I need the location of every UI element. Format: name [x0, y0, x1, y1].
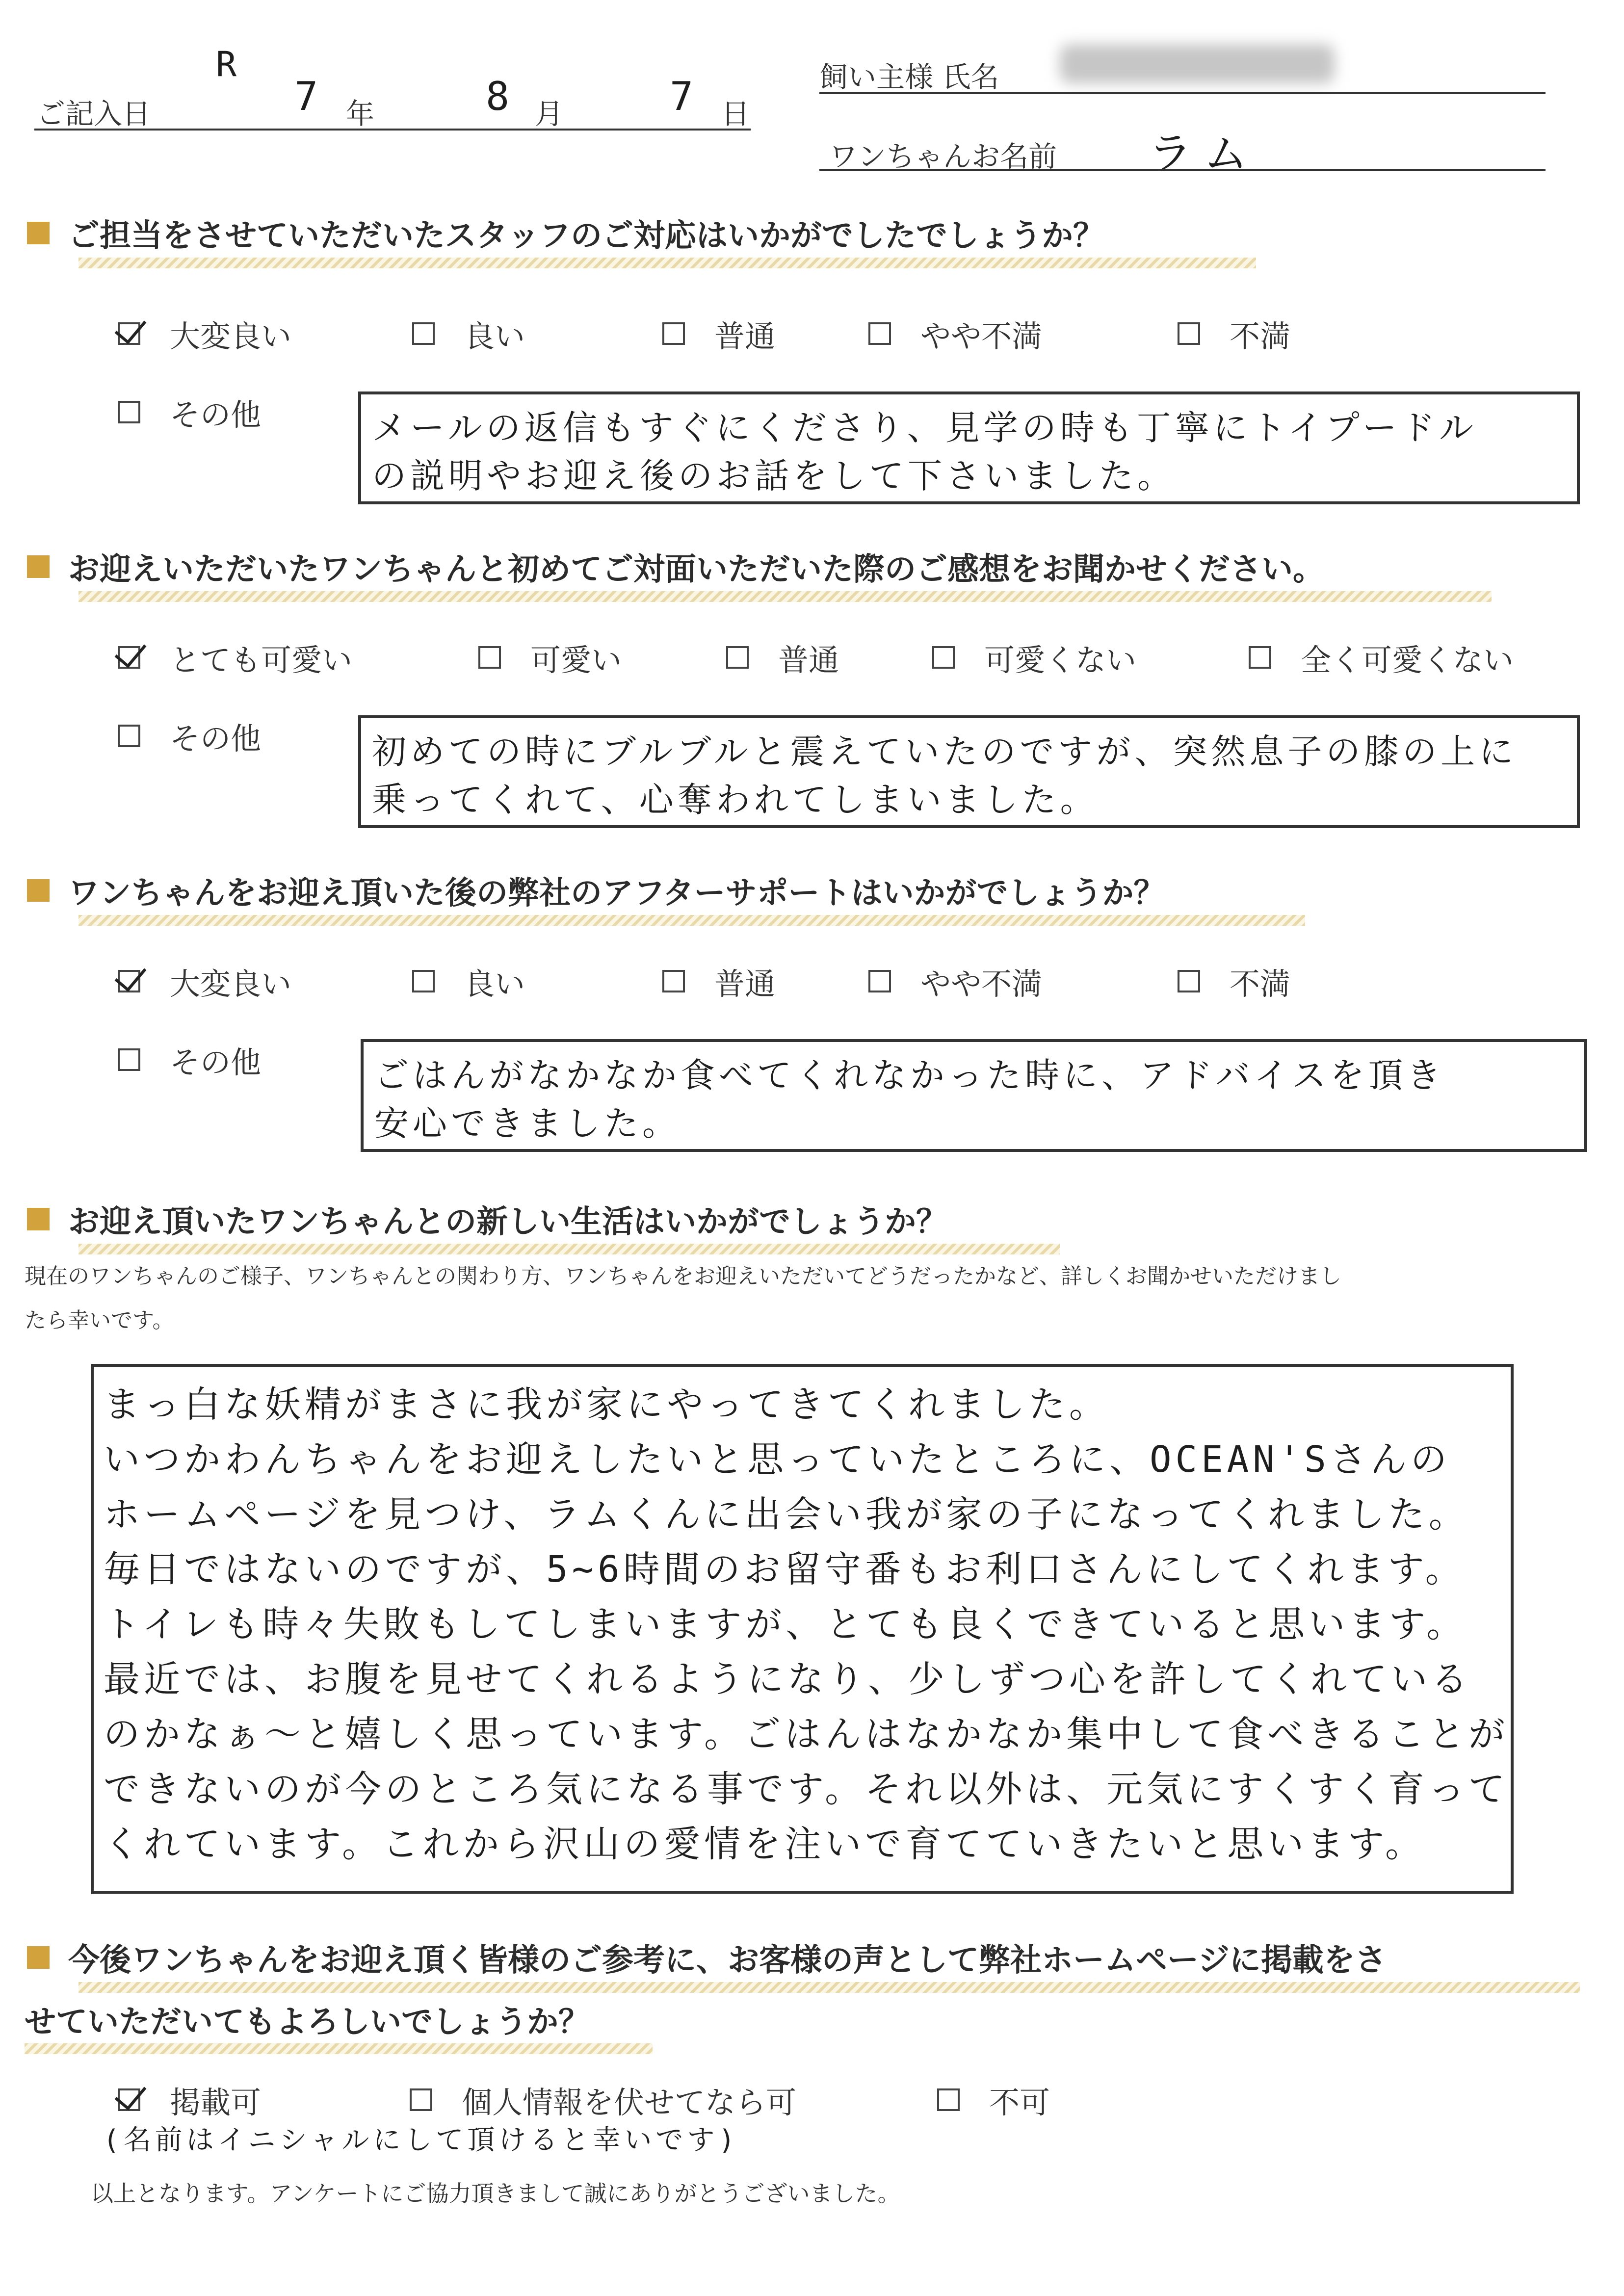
q2-option-label: 普通	[778, 642, 839, 678]
q3-heading-stripe	[79, 915, 1305, 926]
date-month: 8	[486, 74, 514, 119]
q1-option-label: 不満	[1230, 318, 1291, 354]
q1-option-label: やや不満	[920, 318, 1043, 354]
q4-description-line: たら幸いです。	[25, 1308, 174, 1333]
q3-checkbox-very-good[interactable]	[118, 970, 140, 992]
q2-comment-box[interactable]	[358, 715, 1580, 828]
q4-answer-line: くれています。これから沢山の愛情を注いで育てていきたいと思います。	[104, 1823, 1426, 1865]
date-label: ご記入日	[37, 97, 151, 130]
owner-name-underline	[819, 92, 1545, 94]
q5-option-publish[interactable]	[118, 2080, 261, 2119]
q1-title: ご担当をさせていただいたスタッフのご対応はいかがでしたでしょうか？	[68, 218, 1104, 254]
date-day-unit: 日	[721, 97, 750, 130]
q5-title-line2: せていただいてもよろしいでしょうか？	[25, 2004, 590, 2040]
q1-option-label: 良い	[464, 318, 525, 354]
q2-option-label: 全く可愛くない	[1301, 642, 1514, 678]
q1-checkbox-other[interactable]	[118, 401, 140, 423]
q2-option-normal[interactable]	[726, 638, 839, 677]
q1-checkbox-very-good[interactable]	[118, 322, 140, 345]
date-underline	[34, 129, 751, 130]
q1-heading	[27, 211, 1104, 255]
q1-option-normal[interactable]	[662, 314, 775, 353]
q1-heading-stripe	[79, 258, 1256, 268]
q3-option-label: 普通	[714, 965, 776, 1002]
q1-option-other[interactable]	[118, 392, 261, 432]
q1-option-label: 普通	[714, 318, 776, 354]
q2-other-label: その他	[170, 720, 262, 757]
q1-option-dissatisfied[interactable]	[1178, 314, 1290, 353]
q2-checkbox-normal[interactable]	[726, 646, 749, 669]
q3-other-label: その他	[170, 1044, 262, 1080]
q1-option-slightly-dissatisfied[interactable]	[868, 314, 1042, 353]
q3-checkbox-good[interactable]	[412, 970, 435, 992]
q5-heading	[27, 1935, 1387, 1980]
q1-option-good[interactable]	[412, 314, 525, 353]
q4-heading	[27, 1197, 947, 1241]
q3-option-other[interactable]	[118, 1040, 261, 1079]
q2-checkbox-other[interactable]	[118, 725, 140, 747]
dog-name-label: ワンちゃんお名前	[829, 140, 1057, 173]
q3-option-label: 不満	[1230, 965, 1291, 1002]
dog-name-value: ラム	[1148, 128, 1260, 180]
q3-checkbox-normal[interactable]	[662, 970, 685, 992]
q2-title: お迎えいただいたワンちゃんと初めてご対面いただいた際のご感想をお聞かせください。	[68, 551, 1324, 588]
q2-option-very-cute[interactable]	[118, 638, 352, 677]
q3-option-dissatisfied[interactable]	[1178, 962, 1290, 1001]
q4-title: お迎え頂いたワンちゃんとの新しい生活はいかがでしょうか？	[68, 1204, 947, 1240]
q1-checkbox-good[interactable]	[412, 322, 435, 345]
q5-option-label: 個人情報を伏せてなら可	[462, 2084, 797, 2120]
q3-option-label: 大変良い	[170, 965, 292, 1002]
q4-answer-line: 最近では、お腹を見せてくれるようになり、少しずつ心を許してくれている	[104, 1658, 1471, 1700]
q5-heading-stripe-2	[25, 2043, 653, 2054]
q1-option-very-good[interactable]	[118, 314, 291, 353]
q4-answer-box[interactable]	[91, 1364, 1514, 1894]
q3-comment-box[interactable]	[361, 1039, 1587, 1152]
q2-option-label: 可愛い	[530, 642, 622, 678]
q5-note: (名前はイニシャルにして頂けると幸いです)	[103, 2124, 739, 2156]
q2-option-not-cute-at-all[interactable]	[1249, 638, 1514, 677]
q2-heading	[27, 545, 1324, 589]
q2-comment-line: 乗ってくれて、心奪われてしまいました。	[372, 780, 1099, 820]
q3-option-very-good[interactable]	[118, 962, 291, 1001]
q3-checkbox-other[interactable]	[118, 1048, 140, 1071]
q3-checkbox-dissatisfied[interactable]	[1178, 970, 1200, 992]
q1-comment-box[interactable]	[358, 391, 1580, 504]
owner-name-redacted	[1060, 44, 1335, 83]
q2-option-label: 可愛くない	[984, 642, 1137, 678]
q2-option-other[interactable]	[118, 716, 261, 756]
q2-checkbox-cute[interactable]	[478, 646, 501, 669]
q5-option-publish-anonymous[interactable]	[410, 2080, 796, 2119]
date-day: 7	[670, 74, 698, 119]
q5-heading-square	[27, 1946, 50, 1969]
q5-title-line1: 今後ワンちゃんをお迎え頂く皆様のご参考に、お客様の声として弊社ホームページに掲載をさ	[68, 1942, 1387, 1979]
q4-answer-line: まっ白な妖精がまさに我が家にやってきてくれました。	[104, 1383, 1109, 1426]
q5-heading-stripe-1	[79, 1982, 1580, 1993]
era-mark: R	[216, 44, 241, 84]
q1-checkbox-normal[interactable]	[662, 322, 685, 345]
q3-comment-line: 安心できました。	[374, 1103, 681, 1144]
q1-other-label: その他	[170, 396, 262, 433]
q3-option-good[interactable]	[412, 962, 525, 1001]
q5-checkbox-publish[interactable]	[118, 2088, 140, 2111]
q2-comment-line: 初めての時にブルブルと震えていたのですが、突然息子の膝の上に	[372, 731, 1518, 772]
q4-answer-line: トイレも時々失敗もしてしまいますが、とても良くできていると思います。	[104, 1603, 1467, 1645]
q2-checkbox-very-cute[interactable]	[118, 646, 140, 669]
date-year-unit: 年	[346, 97, 375, 130]
q1-comment-line: メールの返信もすぐにくださり、見学の時も丁寧にトイプードル	[372, 408, 1477, 448]
q5-checkbox-publish-anonymous[interactable]	[410, 2088, 432, 2111]
q2-checkbox-not-cute[interactable]	[932, 646, 955, 669]
q5-option-decline[interactable]	[937, 2080, 1050, 2119]
owner-name-label: 飼い主様 氏名	[819, 60, 999, 94]
date-year: 7	[294, 74, 322, 119]
q4-answer-line: できないのが今のところ気になる事です。それ以外は、元気にすくすく育って	[104, 1768, 1509, 1810]
q3-option-label: 良い	[464, 965, 525, 1002]
date-month-unit: 月	[535, 97, 564, 130]
q1-checkbox-dissatisfied[interactable]	[1178, 322, 1200, 345]
footer-thanks: 以上となります。アンケートにご協力頂きまして誠にありがとうございました。	[91, 2180, 900, 2207]
q2-option-cute[interactable]	[478, 638, 622, 677]
q2-heading-stripe	[79, 591, 1492, 602]
q1-checkbox-slightly-dissatisfied[interactable]	[868, 322, 891, 345]
q5-option-label: 掲載可	[170, 2084, 262, 2120]
q1-comment-line: の説明やお迎え後のお話をして下さいました。	[372, 456, 1176, 496]
q3-heading-square	[27, 879, 50, 902]
q1-option-label: 大変良い	[170, 318, 292, 354]
q3-comment-line: ごはんがなかなか食べてくれなかった時に、アドバイスを頂き	[374, 1055, 1445, 1096]
q4-answer-line: いつかわんちゃんをお迎えしたいと思っていたところに、OCEAN'Sさんの	[104, 1438, 1451, 1481]
q2-heading-square	[27, 555, 50, 578]
q3-option-label: やや不満	[920, 965, 1043, 1002]
q3-checkbox-slightly-dissatisfied[interactable]	[868, 970, 891, 992]
q4-description-line: 現在のワンちゃんのご様子、ワンちゃんとの関わり方、ワンちゃんをお迎えいただいてどうだったかなど、詳しくお聞かせいただけまし	[25, 1264, 1341, 1289]
q3-title: ワンちゃんをお迎え頂いた後の弊社のアフターサポートはいかがでしょうか？	[68, 875, 1165, 912]
q4-answer-line: ホームページを見つけ、ラムくんに出会い我が家の子になってくれました。	[104, 1493, 1469, 1536]
dog-name-underline	[819, 169, 1545, 171]
q3-option-slightly-dissatisfied[interactable]	[868, 962, 1042, 1001]
q4-heading-square	[27, 1208, 50, 1230]
q5-option-label: 不可	[989, 2084, 1050, 2120]
q5-checkbox-decline[interactable]	[937, 2088, 960, 2111]
q2-option-not-cute[interactable]	[932, 638, 1136, 677]
q2-option-label: とても可愛い	[170, 642, 353, 678]
q4-answer-line: のかなぁ～と嬉しく思っています。ごはんはなかなか集中して食べきることが	[104, 1713, 1509, 1755]
q3-option-normal[interactable]	[662, 962, 775, 1001]
q1-heading-square	[27, 222, 50, 244]
q3-heading	[27, 868, 1165, 913]
q4-answer-line: 毎日ではないのですが、5~6時間のお留守番もお利口さんにしてくれます。	[104, 1548, 1466, 1591]
q2-checkbox-not-cute-at-all[interactable]	[1249, 646, 1271, 669]
q4-heading-stripe	[79, 1244, 1060, 1254]
